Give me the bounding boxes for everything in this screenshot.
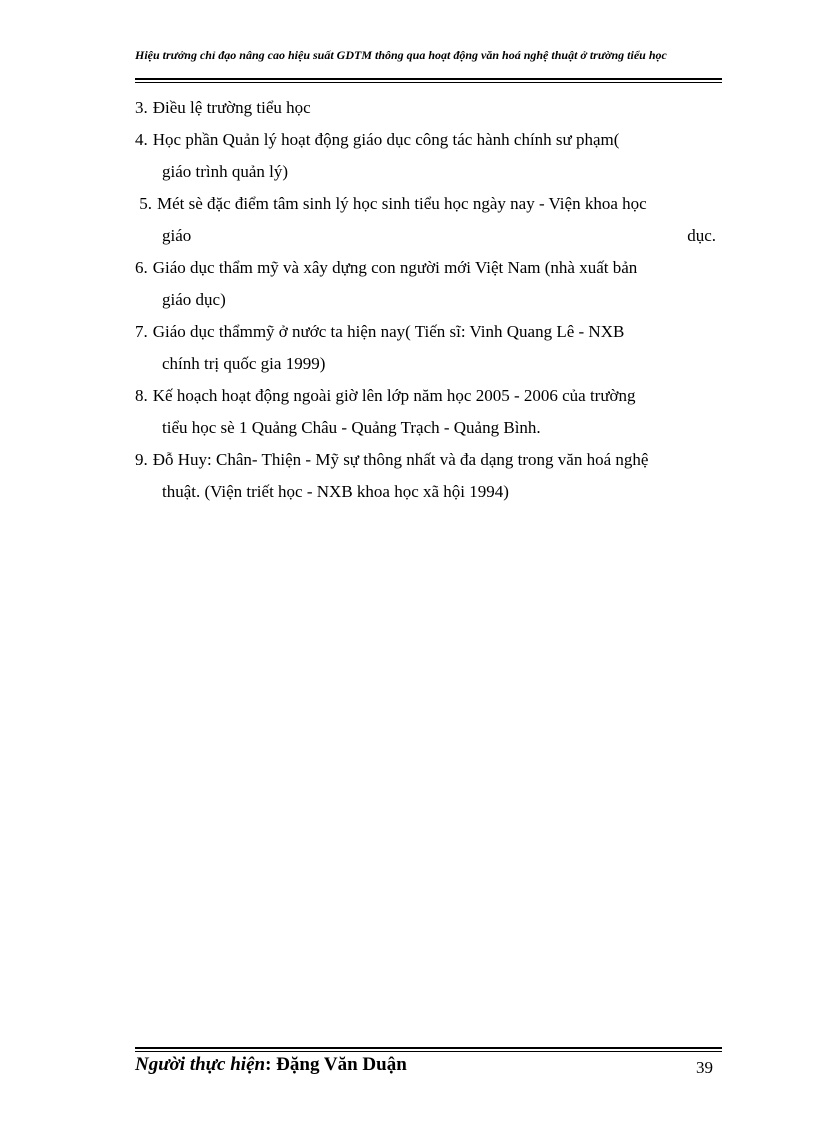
footer-rule bbox=[135, 1047, 722, 1049]
reference-text: Giáo dục thẩm mỹ và xây dựng con người mới Việt Nam (nhà xuất bản bbox=[152, 258, 638, 277]
reference-item-4 bbox=[135, 124, 719, 188]
reference-text: Đỗ Huy: Chân- Thiện - Mỹ sự thông nhất và đa dạng trong văn hoá nghệ bbox=[152, 450, 649, 469]
running-header: Hiệu trưởng chỉ đạo nâng cao hiệu suất GDTM thông qua hoạt động văn hoá nghệ thuật ở trường tiểu học bbox=[135, 48, 667, 62]
page-number: 39 bbox=[696, 1058, 713, 1077]
reference-number: 3. bbox=[135, 98, 148, 117]
reference-item-5 bbox=[135, 188, 719, 252]
reference-text-continued: giáo trình quản lý) bbox=[162, 162, 289, 181]
header-rule bbox=[135, 78, 722, 80]
reference-text: Điều lệ trường tiểu học bbox=[152, 98, 311, 117]
reference-number: 6. bbox=[135, 258, 148, 277]
author-name: : Đặng Văn Duận bbox=[265, 1054, 407, 1075]
reference-number: 5. bbox=[139, 194, 152, 213]
reference-number: 7. bbox=[135, 322, 148, 341]
page-footer bbox=[135, 1054, 719, 1080]
reference-text-continued: giáo dục. bbox=[162, 226, 716, 245]
footer-rule-thin bbox=[135, 1051, 722, 1052]
reference-list bbox=[135, 92, 719, 508]
reference-item-6 bbox=[135, 252, 719, 316]
author-label: Người thực hiện bbox=[135, 1054, 266, 1075]
reference-item-7 bbox=[135, 316, 719, 380]
reference-text-continued: giáo dục) bbox=[162, 290, 226, 309]
reference-text-continued: thuật. (Viện triết học - NXB khoa học xã hội 1994) bbox=[162, 482, 509, 501]
reference-text: Giáo dục thẩmmỹ ở nước ta hiện nay( Tiến sĩ: Vinh Quang Lê - NXB bbox=[152, 322, 625, 341]
reference-text: Học phần Quản lý hoạt động giáo dục công tác hành chính sư phạm( bbox=[152, 130, 620, 149]
header-rule-thin bbox=[135, 82, 722, 83]
reference-item-9 bbox=[135, 444, 719, 508]
reference-text-continued: chính trị quốc gia 1999) bbox=[162, 354, 326, 373]
reference-text: Mét sè đặc điểm tâm sinh lý học sinh tiểu học ngày nay - Viện khoa học bbox=[157, 194, 647, 213]
reference-number: 9. bbox=[135, 450, 148, 469]
reference-number: 8. bbox=[135, 386, 148, 405]
reference-text: Kế hoạch hoạt động ngoài giờ lên lớp năm học 2005 - 2006 của trường bbox=[152, 386, 636, 405]
reference-item-3 bbox=[135, 92, 719, 124]
reference-number: 4. bbox=[135, 130, 148, 149]
reference-text-continued: tiểu học sè 1 Quảng Châu - Quảng Trạch - Quảng Bình. bbox=[162, 418, 541, 437]
reference-item-8 bbox=[135, 380, 719, 444]
